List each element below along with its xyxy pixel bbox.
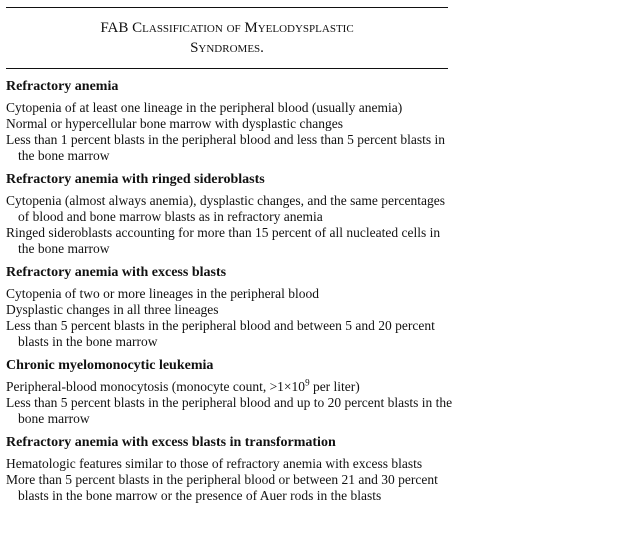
criteria-item [6, 379, 456, 395]
criteria-item: Cytopenia of two or more lineages in the peripheral blood [6, 286, 320, 301]
criteria-list [6, 379, 456, 427]
section-refractory-anemia [6, 78, 456, 164]
title-line-2: Syndromes. [190, 40, 264, 56]
section-excess-blasts-transformation [6, 434, 456, 504]
table-title [6, 18, 448, 58]
criteria-list [6, 286, 456, 350]
header-rule [6, 68, 448, 69]
criteria-item: Dysplastic changes in all three lineages [6, 302, 219, 317]
section-heading: Chronic myelomonocytic leukemia [6, 358, 214, 373]
criteria-item: Less than 5 percent blasts in the peripheral blood and up to 20 percent blasts in the bone marrow [6, 395, 453, 426]
section-heading: Refractory anemia with excess blasts [6, 265, 227, 280]
section-heading: Refractory anemia with excess blasts in transformation [6, 435, 336, 450]
section-heading: Refractory anemia [6, 79, 119, 94]
criteria-item: Normal or hypercellular bone marrow with dysplastic changes [6, 116, 344, 131]
exponent: 9 [305, 377, 310, 388]
criteria-item: Less than 5 percent blasts in the peripheral blood and between 5 and 20 percent blasts in the bone marrow [6, 318, 435, 349]
section-heading: Refractory anemia with ringed sideroblasts [6, 172, 265, 187]
section-excess-blasts [6, 264, 456, 350]
top-rule [6, 7, 448, 8]
criteria-item: Less than 1 percent blasts in the peripheral blood and less than 5 percent blasts in the bone marrow [6, 132, 446, 163]
criteria-item: Cytopenia (almost always anemia), dysplastic changes, and the same percentages of blood and bone marrow blasts as in refractory anemia [6, 193, 445, 224]
criteria-item: Cytopenia of at least one lineage in the peripheral blood (usually anemia) [6, 100, 403, 115]
section-ringed-sideroblasts [6, 171, 456, 257]
criteria-item: Hematologic features similar to those of refractory anemia with excess blasts [6, 456, 423, 471]
classification-list [6, 78, 456, 511]
criteria-list [6, 456, 456, 504]
criteria-text: Peripheral-blood monocytosis (monocyte count, >1×10 [6, 379, 306, 394]
criteria-item: Ringed sideroblasts accounting for more than 15 percent of all nucleated cells in the bone marrow [6, 225, 441, 256]
criteria-list [6, 100, 456, 164]
title-line-1: FAB Classification of Myelodysplastic [100, 20, 354, 36]
criteria-item: More than 5 percent blasts in the peripheral blood or between 21 and 30 percent blasts in the bone marrow or the presence of Auer rods in the blasts [6, 472, 438, 503]
section-cmml [6, 357, 456, 427]
criteria-list [6, 193, 456, 257]
criteria-text-suffix: per liter) [309, 379, 360, 394]
